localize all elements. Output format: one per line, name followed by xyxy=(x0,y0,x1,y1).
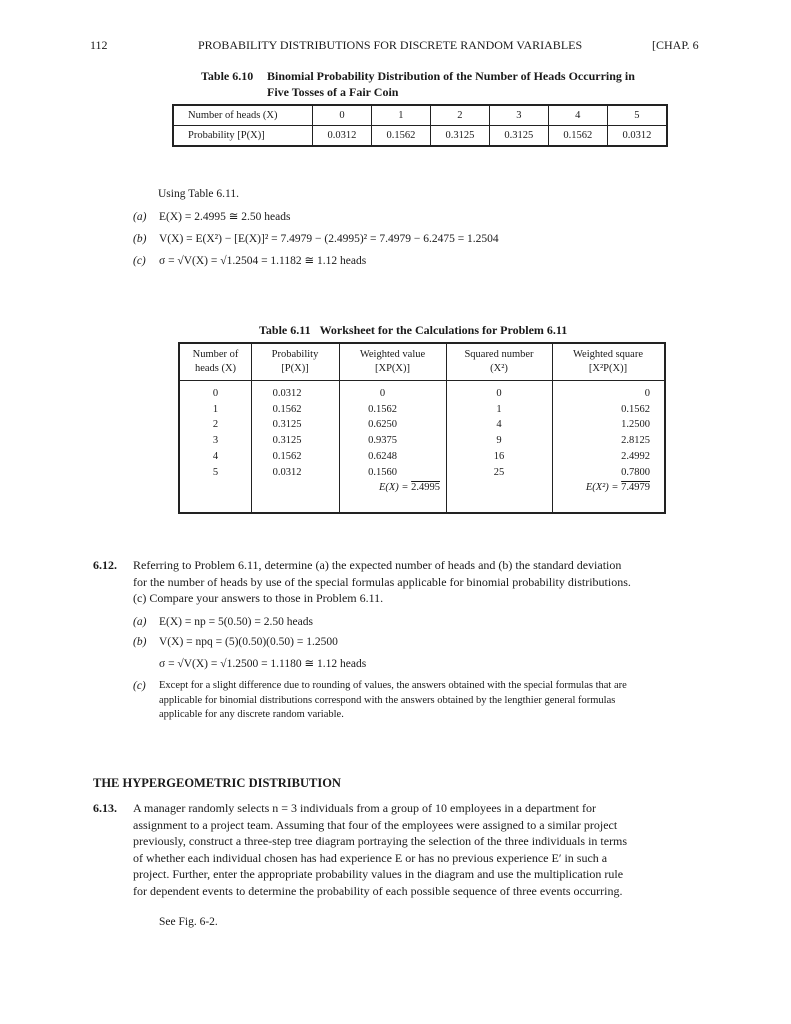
answer-b-sigma: σ = √V(X) = √1.2500 = 1.1180 ≅ 1.12 heads xyxy=(159,658,367,670)
table-cell: 0.1562 xyxy=(272,403,302,415)
calc-c xyxy=(133,254,366,269)
table-number: Table 6.11 xyxy=(259,323,311,337)
answer-text: E(X) = np = 5(0.50) = 2.50 heads xyxy=(159,616,313,628)
table-cell: 1.2500 xyxy=(621,419,650,431)
answer-line: applicable for binomial distributions correspond with the answers obtained by the lengthier general formulas xyxy=(159,694,616,706)
item-label: (c) xyxy=(133,680,146,692)
table-6-10-caption xyxy=(201,68,661,100)
figure-reference: See Fig. 6-2. xyxy=(159,916,218,928)
table-cell: 4 xyxy=(548,105,607,126)
table-cell: 16 xyxy=(493,450,505,462)
answer-b xyxy=(133,635,338,650)
header-line: Weighted value xyxy=(359,349,426,360)
table-cell: 0 xyxy=(496,388,502,399)
problem-line: assignment to a project team. Assuming that four of the employees were assigned to a similar project xyxy=(133,817,618,832)
problem-line: previously, construct a three-step tree diagram portraying the selection of the three individuals in terms xyxy=(133,834,628,848)
table-cell: 0.3125 xyxy=(272,435,302,447)
caption-line: Binomial Probability Distribution of the Number of Heads Occurring in xyxy=(267,69,635,83)
table-cell: 0 xyxy=(644,388,650,399)
answer-a xyxy=(133,615,313,630)
table-cell: 0.1562 xyxy=(621,403,650,415)
page-number: 112 xyxy=(90,38,108,52)
calc-intro: Using Table 6.11. xyxy=(158,188,239,200)
table-cell: 0.6248 xyxy=(368,450,397,462)
caption-line: Worksheet for the Calculations for Problem 6.11 xyxy=(319,323,568,337)
header-line: heads (X) xyxy=(194,363,237,374)
table-cell: 9 xyxy=(496,435,502,447)
problem-line: A manager randomly selects n = 3 individuals from a group of 10 employees in a department for xyxy=(133,801,596,815)
table-cell: 3 xyxy=(212,435,219,447)
item-label: (b) xyxy=(133,233,147,245)
item-label: (a) xyxy=(133,616,147,628)
table-cell: 2 xyxy=(212,419,219,431)
table-row xyxy=(173,105,667,126)
table-cell: 2 xyxy=(430,105,489,126)
calc-b xyxy=(133,232,499,247)
table-6-10 xyxy=(172,104,668,147)
problem-line: for the number of heads by use of the special formulas applicable for binomial probability distributions. xyxy=(133,574,631,589)
answer-line: applicable for any discrete random variable. xyxy=(159,709,344,720)
sum-value: 2.4995 xyxy=(411,482,440,494)
table-cell: 0.0312 xyxy=(607,126,667,147)
sum-ex xyxy=(339,480,446,496)
column-x2 xyxy=(446,386,552,480)
table-cell: 2.4992 xyxy=(621,450,650,462)
column-p xyxy=(251,386,323,480)
table-cell: 0.1562 xyxy=(548,126,607,147)
problem-line: Referring to Problem 6.11, determine (a) the expected number of heads and (b) the standard deviation xyxy=(133,558,622,572)
answer-text: V(X) = npq = (5)(0.50)(0.50) = 1.2500 xyxy=(159,636,338,648)
table-cell: 0.0312 xyxy=(272,388,302,399)
column-header xyxy=(180,348,251,376)
table-cell: 0.0312 xyxy=(313,126,372,147)
header-line: [X²P(X)] xyxy=(588,363,628,374)
table-cell: 5 xyxy=(212,466,219,478)
table-cell: 0 xyxy=(379,388,386,399)
header-line: Squared number xyxy=(464,349,534,360)
table-cell: 0.6250 xyxy=(368,419,397,431)
table-cell: 1 xyxy=(371,105,430,126)
row-label: Number of heads (X) xyxy=(173,105,313,126)
header-line: Number of xyxy=(192,349,239,360)
table-cell: 5 xyxy=(607,105,667,126)
table-cell: 1 xyxy=(212,403,219,415)
section-heading: THE HYPERGEOMETRIC DISTRIBUTION xyxy=(93,776,341,790)
table-cell: 3 xyxy=(489,105,548,126)
calc-text: E(X) = 2.4995 ≅ 2.50 heads xyxy=(159,211,291,223)
column-x xyxy=(180,386,251,480)
answer-line: Except for a slight difference due to rounding of values, the answers obtained with the special formulas that are xyxy=(159,680,627,691)
calc-a xyxy=(133,210,290,225)
table-6-11-caption xyxy=(259,322,567,338)
answer-c-label xyxy=(133,679,159,694)
column-header xyxy=(339,348,446,376)
column-x2p xyxy=(552,386,664,496)
sum-value: 7.4979 xyxy=(621,482,650,494)
table-cell: 0.9375 xyxy=(368,435,397,447)
row-label: Probability [P(X)] xyxy=(173,126,313,147)
header-line: Probability xyxy=(271,349,319,360)
problem-line: project. Further, enter the appropriate probability values in the diagram and use the multiplication rule xyxy=(133,867,624,881)
running-title: PROBABILITY DISTRIBUTIONS FOR DISCRETE RANDOM VARIABLES xyxy=(198,38,583,52)
header-line: Weighted square xyxy=(572,349,643,360)
table-cell: 25 xyxy=(493,466,505,478)
item-label: (a) xyxy=(133,211,147,223)
table-6-11 xyxy=(178,342,666,514)
table-cell: 0.1562 xyxy=(368,403,397,415)
answer-c-text xyxy=(159,679,703,723)
calc-text: V(X) = E(X²) − [E(X)]² = 7.4979 − (2.4995)² = 7.4979 − 6.2475 = 1.2504 xyxy=(159,233,499,245)
sum-ex2 xyxy=(552,480,664,496)
table-row xyxy=(173,126,667,147)
table-cell: 2.8125 xyxy=(621,435,650,447)
problem-line: for dependent events to determine the probability of each possible sequence of three events occurring. xyxy=(133,883,623,898)
problem-6-13-text xyxy=(133,800,703,899)
problem-line: (c) Compare your answers to those in Problem 6.11. xyxy=(133,591,384,605)
table-cell: 0.7800 xyxy=(621,466,650,478)
column-header xyxy=(251,348,339,376)
table-number: Table 6.10 xyxy=(201,69,254,83)
sum-label: E(X) = xyxy=(378,482,412,494)
calc-text: σ = √V(X) = √1.2504 = 1.1182 ≅ 1.12 heads xyxy=(159,255,367,267)
item-label: (c) xyxy=(133,255,146,267)
header-line: [XP(X)] xyxy=(375,363,410,374)
sum-label: E(X²) = xyxy=(585,482,622,494)
table-cell: 0.3125 xyxy=(430,126,489,147)
header-line: (X²) xyxy=(490,363,508,374)
header-line: [P(X)] xyxy=(281,363,309,374)
table-cell: 0.1560 xyxy=(368,466,397,478)
table-cell: 0 xyxy=(313,105,372,126)
column-header xyxy=(446,348,552,376)
problem-number: 6.13. xyxy=(93,801,117,815)
table-cell: 0.3125 xyxy=(489,126,548,147)
column-header xyxy=(552,348,664,376)
table-cell: 0.1562 xyxy=(371,126,430,147)
table-cell: 0.1562 xyxy=(272,450,302,462)
table-cell: 0 xyxy=(212,388,219,399)
chapter-label: [CHAP. 6 xyxy=(652,38,699,52)
table-cell: 4 xyxy=(496,419,502,431)
item-label: (b) xyxy=(133,636,147,648)
problem-number: 6.12. xyxy=(93,558,117,572)
problem-line: of whether each individual chosen has had experience E or has no previous experience E′ in such a xyxy=(133,850,608,865)
table-cell: 4 xyxy=(212,450,219,462)
table-cell: 0.3125 xyxy=(272,419,302,431)
caption-line: Five Tosses of a Fair Coin xyxy=(267,85,399,99)
table-cell: 1 xyxy=(496,403,502,415)
table-cell: 0.0312 xyxy=(272,466,302,478)
problem-6-12-text xyxy=(133,557,703,607)
column-xp xyxy=(339,386,446,496)
